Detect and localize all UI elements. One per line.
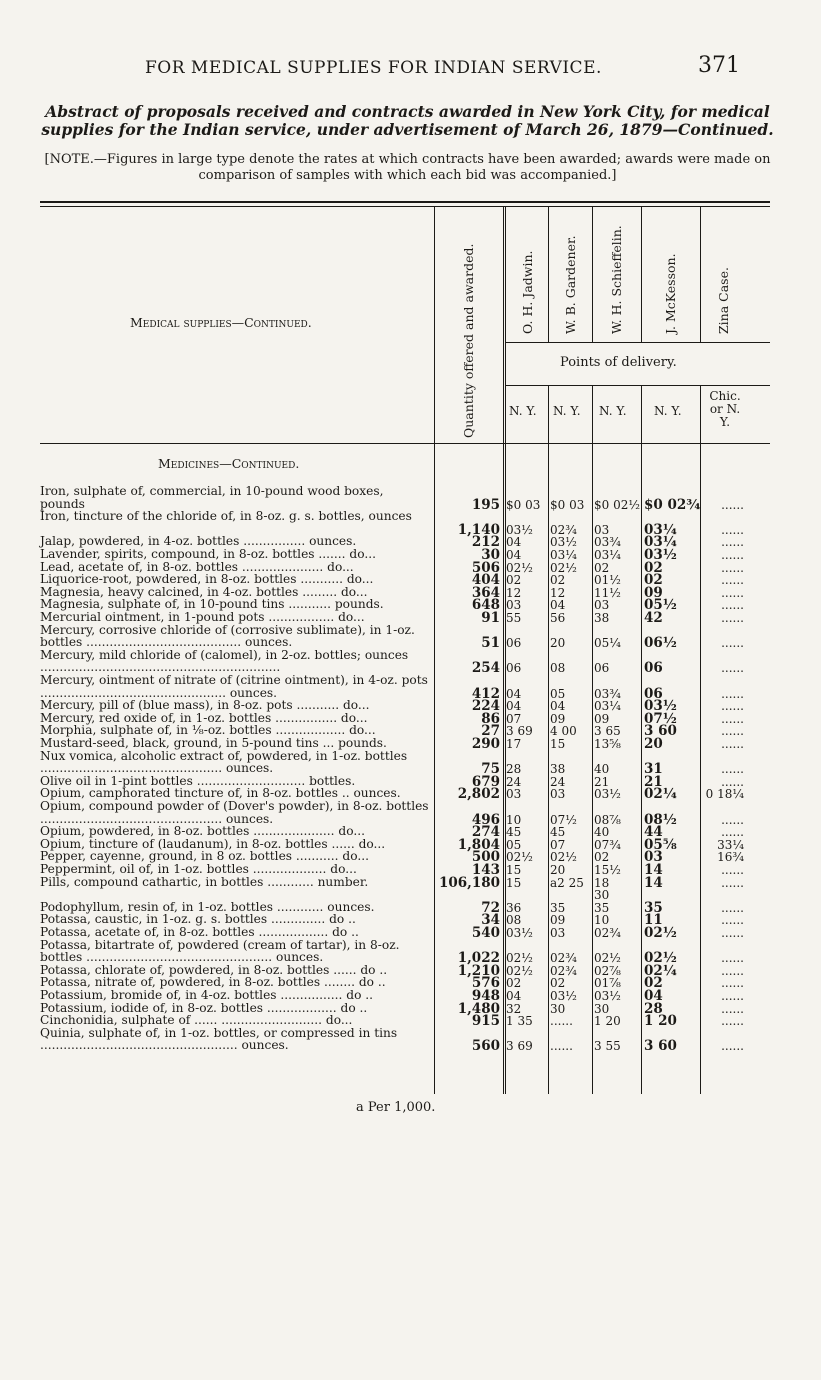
bid-cell-b4: 07½: [644, 710, 677, 727]
item-description: Peppermint, oil of, in 1-oz. bottles ................... do...: [40, 862, 357, 876]
bid-cell-b1: 06: [506, 661, 522, 676]
item-description: Mustard-seed, black, ground, in 5-pound tins ... pounds.: [40, 736, 387, 750]
page-number: 371: [698, 53, 740, 78]
running-title: FOR MEDICAL SUPPLIES FOR INDIAN SERVICE.: [145, 58, 602, 78]
bid-cell-b2: 35: [550, 900, 566, 915]
bid-cell-b5: 16¾: [717, 850, 744, 865]
quantity-cell: 2,802: [457, 786, 500, 803]
quantity-cell: 1,804: [457, 836, 500, 853]
bid-cell-b5: 33¼: [717, 837, 744, 852]
bid-cell-b4: 1 20: [644, 1013, 677, 1030]
bid-cell-b5: ......: [721, 686, 744, 701]
bid-cell-b3: 03¼: [594, 548, 621, 562]
bid-cell-b1: 02: [506, 573, 522, 588]
item-description: Quinia, sulphate of, in 1-oz. bottles, or compressed in tins ................................................... ounces.: [40, 1025, 398, 1053]
bid-cell-b4: 14: [644, 862, 663, 878]
bid-cell-b3: 03¾: [594, 535, 621, 550]
quantity-cell: 195: [471, 496, 500, 513]
quantity-cell: 290: [471, 736, 500, 752]
bid-cell-b5: ......: [721, 661, 744, 676]
table-top-rule-thin: [40, 206, 770, 207]
bid-cell-b5: ......: [721, 636, 744, 651]
bid-cell-b2: 09: [550, 913, 566, 928]
quantity-cell: 404: [471, 572, 500, 589]
bid-cell-b4: 08½: [644, 811, 677, 828]
bid-cell-b5: ......: [721, 611, 744, 625]
bid-cell-b4: 28: [644, 1000, 663, 1017]
quantity-cell: 648: [471, 597, 500, 614]
bid-cell-b4: 05⅝: [644, 836, 677, 853]
bid-cell-b5: ......: [721, 825, 744, 840]
quantity-cell: 51: [481, 635, 500, 652]
stub-heading: Medical supplies—Continued.: [130, 315, 312, 330]
bid-cell-b2: 03½: [550, 535, 577, 550]
bid-cell-b4: 02: [644, 975, 663, 992]
bid-cell-b3: 01½: [594, 573, 621, 588]
bidder-heading-5: Zina Case.: [716, 267, 731, 334]
bid-cell-b3: 02: [594, 560, 610, 575]
item-description: Potassium, bromide of, in 4-oz. bottles ................ do ..: [40, 988, 374, 1002]
bid-cell-b3: 40: [594, 825, 610, 840]
bid-cell-b2: 45: [550, 825, 566, 840]
bid-cell-b4: 11: [644, 912, 663, 929]
quantity-cell: 1,022: [457, 950, 500, 967]
bid-cell-b1: 03: [506, 787, 522, 802]
bid-cell-b1: 02½: [506, 560, 533, 575]
bid-cell-b2: 02½: [550, 850, 577, 865]
bid-cell-b1: 45: [506, 825, 522, 840]
item-description: Opium, compound powder of (Dover's powder), in 8-oz. bottles ............................................... ounces.: [40, 799, 429, 826]
bid-cell-b5: ......: [721, 1014, 744, 1029]
bid-cell-b1: 55: [506, 611, 522, 625]
bid-cell-b1: 15: [506, 863, 522, 877]
bid-cell-b3: 03: [594, 522, 610, 537]
bidder-heading-1: O. H. Jadwin.: [520, 250, 535, 334]
bid-cell-b4: 3 60: [644, 723, 677, 740]
bid-cell-b3: 40: [594, 762, 610, 777]
bid-cell-b5: ......: [721, 1001, 744, 1016]
bid-cell-b4: 02½: [644, 925, 677, 941]
bid-cell-b3: 03¼: [594, 699, 621, 714]
bid-cell-b3: 01⅞: [594, 976, 621, 991]
bid-cell-b1: 04: [506, 699, 522, 714]
bid-cell-b1: 15: [506, 875, 522, 890]
quantity-cell: 143: [471, 862, 500, 878]
bidder-divider-4b: [700, 385, 701, 1094]
bidder-divider-2: [592, 206, 593, 342]
bid-cell-b2: 02½: [550, 560, 577, 575]
quantity-cell: 224: [471, 698, 500, 715]
bid-cell-b2: 04: [550, 699, 566, 714]
bid-cell-b2: 4 00: [550, 724, 577, 739]
bid-cell-b5: ......: [721, 573, 744, 588]
bid-cell-b1: 24: [506, 774, 522, 789]
bid-cell-b5: ......: [721, 585, 744, 600]
bid-cell-b2: 24: [550, 774, 566, 789]
bid-cell-b1: 12: [506, 585, 522, 600]
bid-cell-b1: 32: [506, 1001, 522, 1016]
bidder-divider-3: [641, 206, 642, 342]
bid-cell-b3: 35: [594, 900, 610, 915]
bidder-heading-2: W. B. Gardener.: [563, 235, 578, 334]
bid-cell-b5: ......: [721, 1039, 744, 1054]
bid-cell-b5: 0 18¼: [705, 787, 744, 802]
bid-cell-b2: 20: [550, 863, 566, 877]
item-description: Opium, camphorated tincture of, in 8-oz. bottles .. ounces.: [40, 786, 401, 801]
bid-cell-b2: 04: [550, 598, 566, 613]
bid-cell-b5: ......: [721, 963, 744, 978]
item-description: Opium, tincture of (laudanum), in 8-oz. bottles ...... do...: [40, 836, 386, 851]
bid-cell-b1: 02: [506, 976, 522, 991]
bid-cell-b3: 02½: [594, 951, 621, 966]
bid-cell-b2: 03: [550, 787, 566, 802]
item-description: Podophyllum, resin of, in 1-oz. bottles ............ ounces.: [40, 899, 375, 914]
item-description: Potassium, iodide of, in 8-oz. bottles .................. do ..: [40, 1000, 368, 1015]
quantity-heading: Quantity offered and awarded.: [461, 243, 476, 438]
bid-cell-b2: 08: [550, 661, 566, 676]
bid-cell-b4: 14: [644, 874, 663, 891]
bid-cell-b5: ......: [721, 926, 744, 940]
bid-cell-b5: ......: [721, 863, 744, 877]
bid-cell-b4: 21: [644, 773, 663, 790]
bid-cell-b3: 3 65: [594, 724, 621, 739]
item-description: Magnesia, heavy calcined, in 4-oz. bottles ......... do...: [40, 584, 368, 599]
bid-cell-b1: 04: [506, 535, 522, 550]
bid-cell-b3: 30: [594, 1001, 610, 1016]
award-note: [NOTE.—Figures in large type denote the rates at which contracts have been awarded; awards were made on comparison of samples with which each bid was accompanied.]: [44, 152, 771, 183]
bid-cell-b2: a2 25: [550, 875, 584, 890]
bid-cell-b5: ......: [721, 548, 744, 562]
bid-cell-b1: 3 69: [506, 724, 533, 739]
bid-cell-b5: ......: [721, 598, 744, 613]
bid-cell-b1: 17: [506, 737, 522, 751]
quantity-cell: 364: [471, 584, 500, 601]
bid-cell-b3: 03¾: [594, 686, 621, 701]
bid-cell-b3: 06: [594, 661, 610, 676]
qty-divider: [503, 206, 504, 1094]
bid-cell-b5: ......: [721, 762, 744, 777]
bid-cell-b4: 03¼: [644, 521, 677, 538]
bidder-rule: [505, 342, 770, 343]
item-description: Lead, acetate of, in 8-oz. bottles ..................... do...: [40, 559, 354, 574]
abstract-caption: Abstract of proposals received and contracts awarded in New York City, for medical supplies for the Indian service, under advertisement of March 26, 1879—Continued.: [41, 102, 774, 139]
bid-cell-b5: ......: [721, 913, 744, 928]
bid-cell-b3: 38: [594, 611, 610, 625]
bidder-divider-3b: [641, 385, 642, 1094]
points-heading: Points of delivery.: [560, 355, 677, 370]
bid-cell-b1: 08: [506, 913, 522, 928]
bid-cell-b3: 15½: [594, 863, 621, 877]
item-description: Mercury, ointment of nitrate of (citrine ointment), in 4-oz. pots ................................................ ounces.: [40, 673, 428, 700]
item-description: Opium, powdered, in 8-oz. bottles ..................... do...: [40, 824, 365, 839]
quantity-cell: 496: [471, 811, 500, 828]
bid-cell-b1: 36: [506, 900, 522, 915]
bid-cell-b2: 30: [550, 1001, 566, 1016]
bid-cell-b3: 03: [594, 598, 610, 613]
quantity-cell: 560: [471, 1038, 500, 1055]
item-description: Iron, sulphate of, commercial, in 10-pound wood boxes, pounds: [40, 484, 384, 511]
bid-cell-b5: ......: [721, 737, 744, 751]
item-description: Cinchonidia, sulphate of ...... .......................... do...: [40, 1013, 353, 1028]
quantity-cell: 254: [471, 660, 500, 677]
bid-cell-b5: ......: [721, 900, 744, 915]
bid-cell-b4: 03½: [644, 698, 677, 715]
bid-cell-b3: 21: [594, 774, 610, 789]
bid-cell-b2: 15: [550, 737, 566, 751]
quantity-cell: 500: [471, 849, 500, 866]
item-description: Mercurial ointment, in 1-pound pots ................. do...: [40, 610, 365, 624]
bid-cell-b3: 3 55: [594, 1039, 621, 1054]
bid-cell-b4: 03: [644, 849, 663, 866]
quantity-cell: 540: [471, 925, 500, 941]
item-description: Olive oil in 1-pint bottles ............................ bottles.: [40, 773, 356, 788]
bid-cell-b4: 44: [644, 824, 663, 841]
bid-cell-b2: 56: [550, 611, 566, 625]
item-description: Pepper, cayenne, ground, in 8 oz. bottles ........... do...: [40, 849, 369, 864]
bid-cell-b5: ......: [721, 812, 744, 827]
points-rule: [505, 385, 770, 386]
bidder-divider-2b: [592, 385, 593, 1094]
bid-cell-b1: 03: [506, 598, 522, 613]
bid-cell-b3: 11½: [594, 585, 621, 600]
bid-cell-b5: ......: [721, 560, 744, 575]
bid-cell-b3-second: 30: [594, 888, 610, 903]
quantity-cell: 412: [471, 685, 500, 702]
bid-cell-b4: 03½: [644, 547, 677, 563]
table-top-rule: [40, 201, 770, 203]
bid-cell-b3: 10: [594, 913, 610, 928]
bid-cell-b4: 02: [644, 572, 663, 589]
item-description: Jalap, powdered, in 4-oz. bottles ................ ounces.: [40, 534, 357, 549]
item-description: Mercury, red oxide of, in 1-oz. bottles ................ do...: [40, 710, 368, 725]
quantity-cell: 86: [481, 710, 500, 727]
bid-cell-b4: 31: [644, 761, 663, 778]
quantity-cell: 72: [481, 899, 500, 916]
bidder-divider-1: [548, 206, 549, 342]
bidder-heading-4: J. McKesson.: [663, 253, 678, 334]
bid-cell-b5: ......: [721, 875, 744, 890]
bid-cell-b5: ......: [721, 989, 744, 1003]
bid-cell-b1: 05: [506, 837, 522, 852]
bid-cell-b5: ......: [721, 699, 744, 714]
bid-cell-b5: ......: [721, 724, 744, 739]
bid-cell-b5: ......: [721, 951, 744, 966]
bid-cell-b2: 38: [550, 762, 566, 777]
delivery-4: N. Y.: [654, 404, 682, 418]
bid-cell-b4: 42: [644, 610, 663, 626]
item-description: Lavender, spirits, compound, in 8-oz. bottles ....... do...: [40, 547, 376, 561]
quantity-cell: 75: [481, 761, 500, 778]
delivery-2: N. Y.: [553, 404, 581, 418]
item-description: Iron, tincture of the chloride of, in 8-oz. g. s. bottles, ounces: [40, 509, 412, 524]
bid-cell-b1: 10: [506, 812, 522, 827]
bid-cell-b3: 13⅝: [594, 737, 621, 751]
bid-cell-b1: 04: [506, 548, 522, 562]
bid-cell-b2: ......: [550, 1039, 573, 1054]
bidder-divider-1b: [548, 385, 549, 1094]
bid-cell-b1: $0 03: [506, 497, 541, 512]
quantity-cell: 915: [471, 1013, 500, 1030]
bid-cell-b2: 02: [550, 976, 566, 991]
bid-cell-b2: 02: [550, 573, 566, 588]
bid-cell-b4: 06: [644, 660, 663, 677]
bid-cell-b4: 04: [644, 988, 663, 1004]
item-description: Mercury, pill of (blue mass), in 8-oz. pots ........... do...: [40, 698, 370, 713]
bid-cell-b3: 1 20: [594, 1014, 621, 1029]
bid-cell-b1: 03½: [506, 522, 533, 537]
bid-cell-b3: 05¼: [594, 636, 621, 651]
bid-cell-b2: 02¾: [550, 522, 577, 537]
quantity-cell: 1,480: [457, 1000, 500, 1017]
bid-cell-b5: ......: [721, 976, 744, 991]
bid-cell-b5: ......: [721, 522, 744, 537]
bid-cell-b4: 02¼: [644, 786, 677, 803]
item-description: Mercury, corrosive chloride of (corrosive sublimate), in 1-oz. bottles ........................................ ounces.: [40, 622, 415, 650]
item-description: Morphia, sulphate of, in ⅛-oz. bottles .................. do...: [40, 723, 376, 738]
bid-cell-b1: 04: [506, 989, 522, 1003]
bid-cell-b1: 28: [506, 762, 522, 777]
bid-cell-b2: 03¼: [550, 548, 577, 562]
bid-cell-b4: 05½: [644, 597, 677, 614]
running-header: [40, 53, 740, 88]
bid-cell-b2: 05: [550, 686, 566, 701]
quantity-cell: 1,140: [457, 521, 500, 538]
bid-cell-b2: 20: [550, 636, 566, 651]
bid-cell-b4: 06: [644, 685, 663, 702]
bid-cell-b3: 08⅞: [594, 812, 621, 827]
item-description: Liquorice-root, powdered, in 8-oz. bottles ........... do...: [40, 572, 374, 587]
bid-cell-b3: 03½: [594, 989, 621, 1003]
bid-cell-b2: ......: [550, 1014, 573, 1029]
bid-cell-b5: ......: [721, 711, 744, 726]
footnote: a Per 1,000.: [356, 1100, 436, 1115]
quantity-cell: 506: [471, 559, 500, 576]
quantity-cell: 212: [471, 534, 500, 551]
bid-cell-b4: 02¼: [644, 962, 677, 979]
bid-cell-b5: ......: [721, 774, 744, 789]
bid-cell-b3: 02⅞: [594, 963, 621, 978]
bid-cell-b2: 02¾: [550, 951, 577, 966]
bid-cell-b5: ......: [721, 497, 744, 512]
bid-cell-b2: 07: [550, 837, 566, 852]
quantity-cell: 679: [471, 773, 500, 790]
bid-cell-b3: 09: [594, 711, 610, 726]
item-description: Pills, compound cathartic, in bottles ............ number.: [40, 874, 369, 889]
bid-cell-b1: 04: [506, 686, 522, 701]
bid-cell-b4: $0 02¾: [644, 496, 701, 513]
bid-cell-b1: 02½: [506, 850, 533, 865]
bid-cell-b4: 3 60: [644, 1038, 677, 1055]
bid-cell-b4: 20: [644, 736, 663, 752]
quantity-cell: 274: [471, 824, 500, 841]
quantity-cell: 1,210: [457, 962, 500, 979]
bid-cell-b2: 07½: [550, 812, 577, 827]
bid-cell-b1: 3 69: [506, 1039, 533, 1054]
quantity-cell: 30: [481, 547, 500, 563]
bid-cell-b4: 35: [644, 899, 663, 916]
bid-cell-b2: 09: [550, 711, 566, 726]
quantity-cell: 34: [481, 912, 500, 929]
bidder-divider-4: [700, 206, 701, 342]
quantity-cell: 106,180: [438, 874, 500, 891]
bid-cell-b1: 02½: [506, 951, 533, 966]
bid-cell-b2: 03½: [550, 989, 577, 1003]
quantity-cell: 948: [471, 988, 500, 1004]
bid-cell-b1: 07: [506, 711, 522, 726]
bidder-heading-3: W. H. Schieffelin.: [609, 225, 624, 334]
bid-cell-b4: 09: [644, 584, 663, 601]
bid-cell-b2: 02¾: [550, 963, 577, 978]
quantity-cell: 576: [471, 975, 500, 992]
item-description: Nux vomica, alcoholic extract of, powdered, in 1-oz. bottles ............................................... ounces.: [40, 748, 408, 776]
bid-cell-b1: 1 35: [506, 1014, 533, 1029]
delivery-3: N. Y.: [599, 404, 627, 418]
bid-cell-b4: 02: [644, 559, 663, 576]
delivery-5: Chic. or N. Y.: [709, 389, 741, 429]
item-description: Mercury, mild chloride of (calomel), in 2-oz. bottles; ounces ..............................................................: [40, 647, 409, 675]
bid-cell-b1: 06: [506, 636, 522, 651]
quantity-cell: 27: [481, 723, 500, 740]
item-description: Potassa, caustic, in 1-oz. g. s. bottles .............. do ..: [40, 912, 356, 927]
bid-cell-b1: 02½: [506, 963, 533, 978]
bid-cell-b4: 03¼: [644, 534, 677, 551]
bid-cell-b3: 02¾: [594, 926, 621, 940]
item-description: Potassa, acetate of, in 8-oz. bottles .................. do ..: [40, 925, 359, 939]
item-description: Magnesia, sulphate of, in 10-pound tins ........... pounds.: [40, 597, 384, 612]
header-bottom-rule: [40, 443, 770, 444]
bid-cell-b3: 03½: [594, 787, 621, 802]
bid-cell-b1: 03½: [506, 926, 533, 940]
bid-cell-b3: 02: [594, 850, 610, 865]
quantity-cell: 91: [481, 610, 500, 626]
bid-cell-b2: 12: [550, 585, 566, 600]
bid-cell-b3: 18: [594, 875, 610, 890]
bid-cell-b5: ......: [721, 535, 744, 550]
bid-cell-b3: 07¾: [594, 837, 621, 852]
delivery-1: N. Y.: [509, 404, 537, 418]
section-heading: Medicines—Continued.: [158, 456, 300, 471]
bid-cell-b4: 06½: [644, 635, 677, 652]
bid-cell-b4: 02½: [644, 950, 677, 967]
item-description: Potassa, chlorate of, powdered, in 8-oz. bottles ...... do ..: [40, 962, 388, 977]
item-description: Potassa, nitrate of, powdered, in 8-oz. bottles ........ do ..: [40, 975, 386, 990]
bid-cell-b2: 03: [550, 926, 566, 940]
item-description: Potassa, bitartrate of, powdered (cream of tartar), in 8-oz. bottles ................................................ ounces.: [40, 937, 400, 965]
bid-cell-b2: $0 03: [550, 497, 585, 512]
bid-cell-b3: $0 02½: [594, 497, 640, 512]
